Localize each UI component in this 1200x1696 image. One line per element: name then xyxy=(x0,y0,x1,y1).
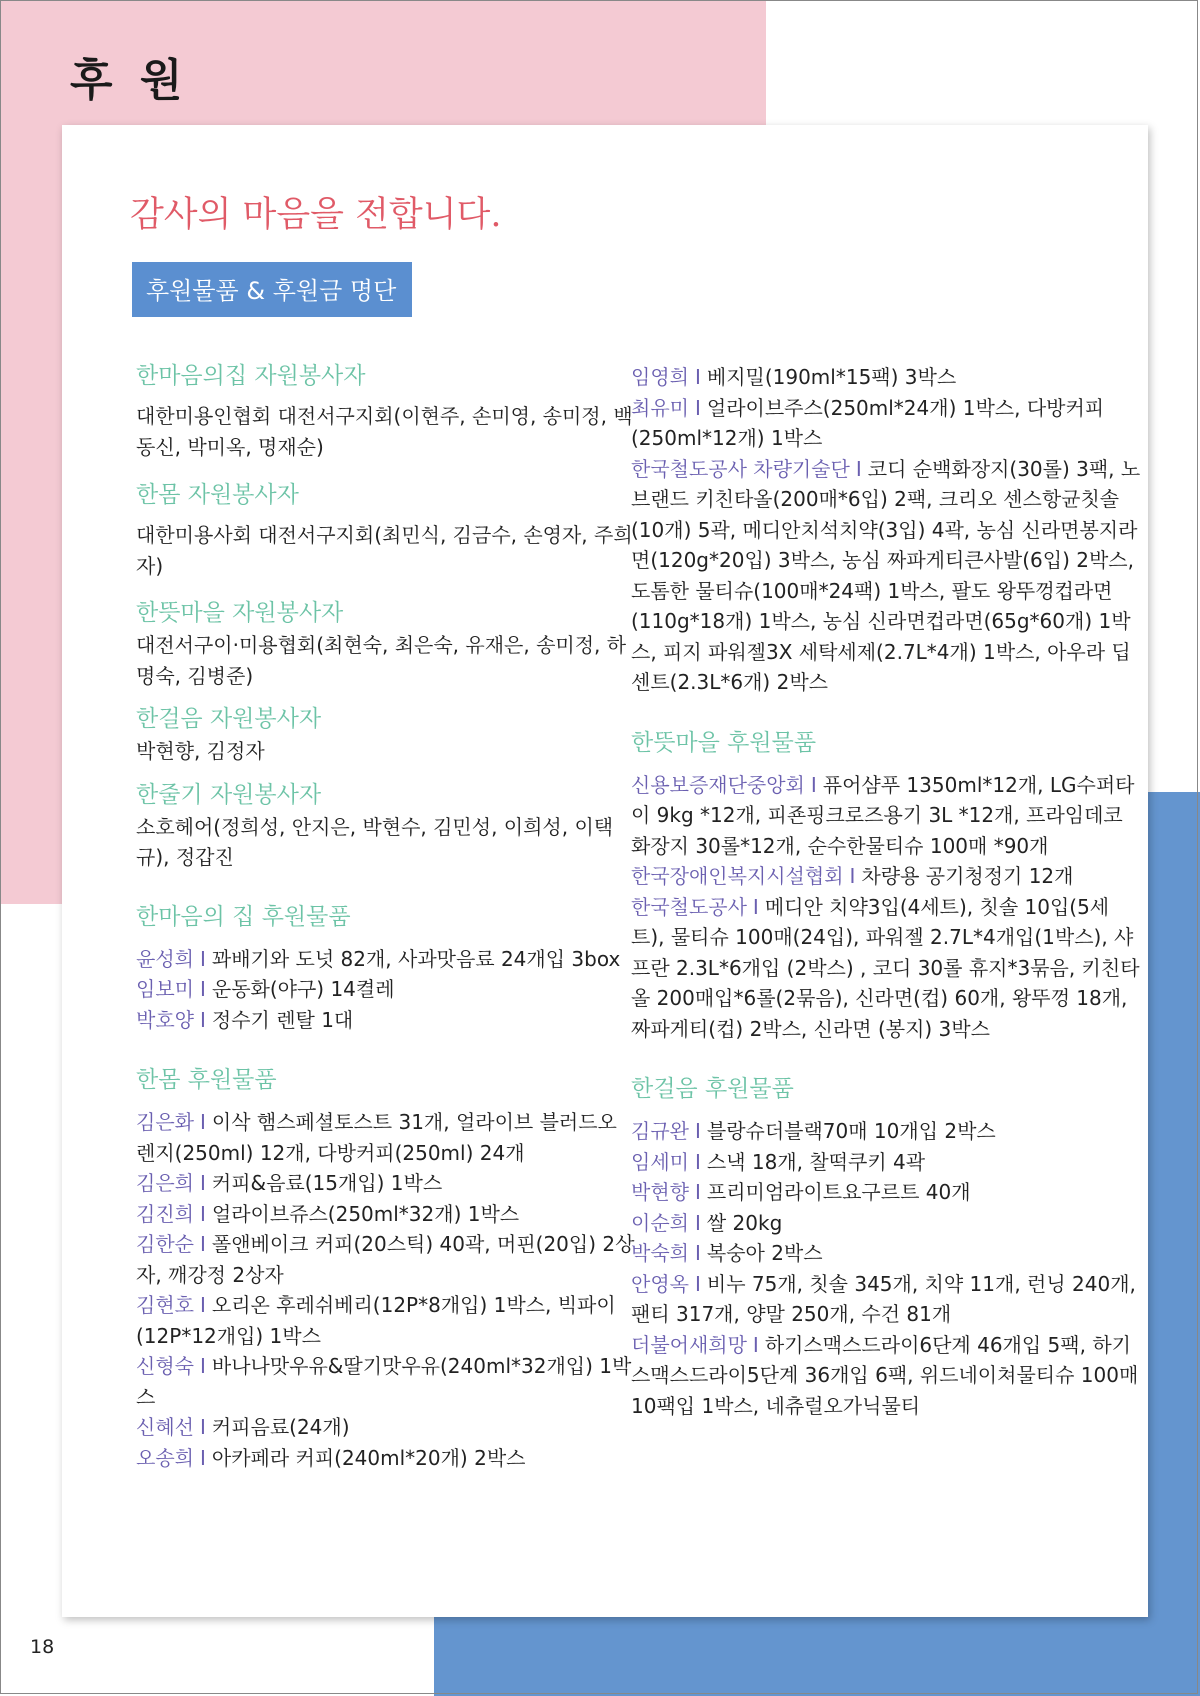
separator: I xyxy=(694,1271,701,1296)
group-text: 대한미용인협회 대전서구지회(이현주, 손미영, 송미정, 백동신, 박미옥, 명재순) xyxy=(136,404,633,459)
group-title: 한걸음 후원물품 xyxy=(631,1076,794,1102)
donor-entry xyxy=(136,1005,636,1036)
donor-entry xyxy=(631,861,1141,892)
separator: I xyxy=(694,1149,701,1174)
donor-items: 하기스맥스드라이6단계 46개입 5팩, 하기스맥스드라이5단계 36개입 6팩, 위드네이쳐물티슈 100매 10팩입 1박스, 네츄럴오가닉물티 xyxy=(631,1332,1139,1418)
donor-entry xyxy=(136,1412,636,1443)
page-number: 18 xyxy=(30,1636,55,1658)
group-title: 한줄기 자원봉사자 xyxy=(136,781,322,808)
donor-entry xyxy=(631,454,1141,698)
donor-name: 김은화 xyxy=(136,1110,194,1134)
donor-name: 안영옥 xyxy=(631,1271,689,1296)
separator: I xyxy=(199,1293,206,1317)
donor-items: 커피&음료(15개입) 1박스 xyxy=(211,1171,443,1195)
donor-items: 정수기 렌탈 1대 xyxy=(211,1007,354,1032)
donor-name: 김은희 xyxy=(136,1171,194,1195)
group-title: 한뜻마을 후원물품 xyxy=(631,729,817,756)
separator: I xyxy=(199,946,206,971)
donor-entry xyxy=(136,944,636,975)
separator: I xyxy=(199,1445,206,1470)
separator: I xyxy=(694,365,701,389)
donor-name: 신혜선 xyxy=(136,1415,194,1439)
donor-items: 얼라이브쥬스(250ml*32개) 1박스 xyxy=(211,1201,520,1226)
donor-items: 코디 순백화장지(30롤) 3팩, 노브랜드 키친타올(200매*6입) 2팩, 크리오 센스항균칫솔(10개) 5곽, 메디안치석치약(3입) 4곽, 농심 신라면봉지라면(120g*20입) 3박스, 농심 짜파게티큰사발(6입) 2박스, 도톰한 물티슈(100매*24팩) 1박스, 팔도 왕뚜껑컵라면(110g*18개) 1박스, 농심 신라면컵라면(65g*60개) 1박스, 피지 파워젤3X 세탁세제(2.7L*4개) 1박스, 아우라 딥센트(2.3L*6개) 2박스 xyxy=(631,456,1141,694)
donor-items: 꽈배기와 도넛 82개, 사과맛음료 24개입 3box xyxy=(211,946,621,971)
separator: I xyxy=(199,1232,206,1256)
donor-entry xyxy=(136,1351,636,1412)
donor-items: 퓨어샴푸 1350ml*12개, LG수퍼타이 9kg *12개, 피죤핑크로즈용기 3L *12개, 프라임데코화장지 30롤*12개, 순수한물티슈 100매 *90개 xyxy=(631,772,1135,858)
donor-entry xyxy=(631,1208,1141,1239)
donor-items: 복숭아 2박스 xyxy=(706,1241,823,1265)
donor-items: 메디안 치약3입(4세트), 칫솔 10입(5세트), 물티슈 100매(24입), 파워젤 2.7L*4개입(1박스), 샤프란 2.3L*6개입 (2박스) , 코디 30롤 휴지*3묶음, 키친타올 200매입*6롤(2묶음), 신라면(컵) 60개, 왕뚜껑 18개, 짜파게티(컵) 2박스, 신라면 (봉지) 3박스 xyxy=(631,894,1140,1041)
donor-name: 박현향 xyxy=(631,1180,689,1204)
donor-name: 한국장애인복지시설협회 xyxy=(631,864,844,888)
donor-items: 폴앤베이크 커피(20스틱) 40곽, 머핀(20입) 2상자, 깨강정 2상자 xyxy=(136,1232,635,1287)
donor-name: 더불어새희망 xyxy=(631,1332,747,1357)
list-banner: 후원물품 & 후원금 명단 xyxy=(132,262,412,317)
donor-entry xyxy=(136,1229,636,1290)
donor-entry xyxy=(631,393,1141,454)
donor-entry xyxy=(631,1116,1141,1147)
donor-items: 프리미엄라이트요구르트 40개 xyxy=(706,1180,971,1204)
donor-items: 쌀 20kg xyxy=(706,1210,783,1235)
donor-entry xyxy=(631,362,1141,393)
separator: I xyxy=(199,1110,206,1134)
donor-entry xyxy=(631,1238,1141,1269)
donor-items: 운동화(야구) 14켤레 xyxy=(211,977,395,1001)
donor-entry xyxy=(136,974,636,1005)
section-label: 후 원 xyxy=(70,55,189,106)
donor-list xyxy=(136,944,636,1036)
right-column xyxy=(631,362,1141,1421)
group-title: 한몸 자원봉사자 xyxy=(136,482,299,508)
separator: I xyxy=(752,894,759,919)
donor-name: 김현호 xyxy=(136,1293,194,1317)
donor-name: 김한순 xyxy=(136,1232,194,1256)
donor-items: 차량용 공기청정기 12개 xyxy=(861,864,1074,888)
separator: I xyxy=(752,1332,759,1357)
donor-name: 최유미 xyxy=(631,395,689,420)
donor-entry xyxy=(136,1199,636,1230)
donor-entry xyxy=(631,770,1141,862)
donor-entry xyxy=(631,1269,1141,1330)
donor-name: 김규완 xyxy=(631,1119,689,1143)
donor-list xyxy=(631,1116,1141,1421)
donor-name: 한국철도공사 xyxy=(631,894,747,919)
separator: I xyxy=(694,395,701,420)
donor-items: 베지밀(190ml*15팩) 3박스 xyxy=(706,365,957,389)
donor-items: 비누 75개, 칫솔 345개, 치약 11개, 런닝 240개, 팬티 317개, 양말 250개, 수건 81개 xyxy=(631,1271,1136,1326)
group-text: 대한미용사회 대전서구지회(최민식, 김금수, 손영자, 주희자) xyxy=(136,523,633,578)
donor-name: 신용보증재단중앙회 xyxy=(631,772,805,797)
donor-entry xyxy=(631,1147,1141,1178)
separator: I xyxy=(810,772,817,797)
donor-name: 김진희 xyxy=(136,1201,194,1226)
separator: I xyxy=(199,1171,206,1195)
donor-list xyxy=(631,362,1141,698)
group-title: 한마음의 집 후원물품 xyxy=(136,903,351,930)
donor-items: 아카페라 커피(240ml*20개) 2박스 xyxy=(211,1445,526,1470)
donor-name: 박숙희 xyxy=(631,1241,689,1265)
separator: I xyxy=(199,1007,206,1032)
donor-name: 오송희 xyxy=(136,1445,194,1470)
donor-entry xyxy=(631,1330,1141,1422)
donor-name: 박호양 xyxy=(136,1007,194,1032)
donor-name: 윤성희 xyxy=(136,946,194,971)
donor-list xyxy=(631,770,1141,1045)
separator: I xyxy=(694,1180,701,1204)
separator: I xyxy=(849,864,856,888)
donor-entry xyxy=(136,1107,636,1168)
left-column xyxy=(136,360,636,1473)
group-title: 한걸음 자원봉사자 xyxy=(136,706,322,732)
donor-entry xyxy=(136,1443,636,1474)
donor-name: 신형숙 xyxy=(136,1354,194,1378)
donor-name: 임영희 xyxy=(631,365,689,389)
separator: I xyxy=(694,1119,701,1143)
donor-items: 블랑슈더블랙70매 10개입 2박스 xyxy=(706,1119,996,1143)
separator: I xyxy=(694,1210,701,1235)
group-title: 한몸 후원물품 xyxy=(136,1067,277,1093)
separator: I xyxy=(855,456,862,481)
content-card xyxy=(62,125,1148,1617)
group-text: 박현향, 김정자 xyxy=(136,739,265,763)
donor-items: 얼라이브주스(250ml*24개) 1박스, 다방커피(250ml*12개) 1박스 xyxy=(631,395,1105,450)
donor-entry xyxy=(631,1177,1141,1208)
donor-items: 이삭 햄스페셜토스트 31개, 얼라이브 블러드오렌지(250ml) 12개, 다방커피(250ml) 24개 xyxy=(136,1110,617,1165)
separator: I xyxy=(199,1354,206,1378)
group-text: 소호헤어(정희성, 안지은, 박현수, 김민성, 이희성, 이택규), 정갑진 xyxy=(136,814,614,869)
donor-entry xyxy=(136,1168,636,1199)
separator: I xyxy=(199,1201,206,1226)
headline: 감사의 마음을 전합니다. xyxy=(130,195,502,235)
group-title: 한뜻마을 자원봉사자 xyxy=(136,600,344,626)
group-text: 대전서구이·미용협회(최현숙, 최은숙, 유재은, 송미정, 하명숙, 김병준) xyxy=(136,633,627,688)
donor-name: 임세미 xyxy=(631,1149,689,1174)
donor-list xyxy=(136,1107,636,1473)
donor-entry xyxy=(136,1290,636,1351)
donor-name: 임보미 xyxy=(136,977,194,1001)
separator: I xyxy=(199,1415,206,1439)
separator: I xyxy=(694,1241,701,1265)
separator: I xyxy=(199,977,206,1001)
group-title: 한마음의집 자원봉사자 xyxy=(136,363,366,389)
donor-entry xyxy=(631,892,1141,1045)
donor-items: 바나나맛우유&딸기맛우유(240ml*32개입) 1박스 xyxy=(136,1354,632,1409)
donor-name: 한국철도공사 차량기술단 xyxy=(631,456,850,481)
donor-name: 이순희 xyxy=(631,1210,689,1235)
donor-items: 오리온 후레쉬베리(12P*8개입) 1박스, 빅파이(12P*12개입) 1박스 xyxy=(136,1293,616,1348)
donor-items: 커피음료(24개) xyxy=(211,1415,350,1439)
donor-items: 스낵 18개, 찰떡쿠키 4곽 xyxy=(706,1149,926,1174)
